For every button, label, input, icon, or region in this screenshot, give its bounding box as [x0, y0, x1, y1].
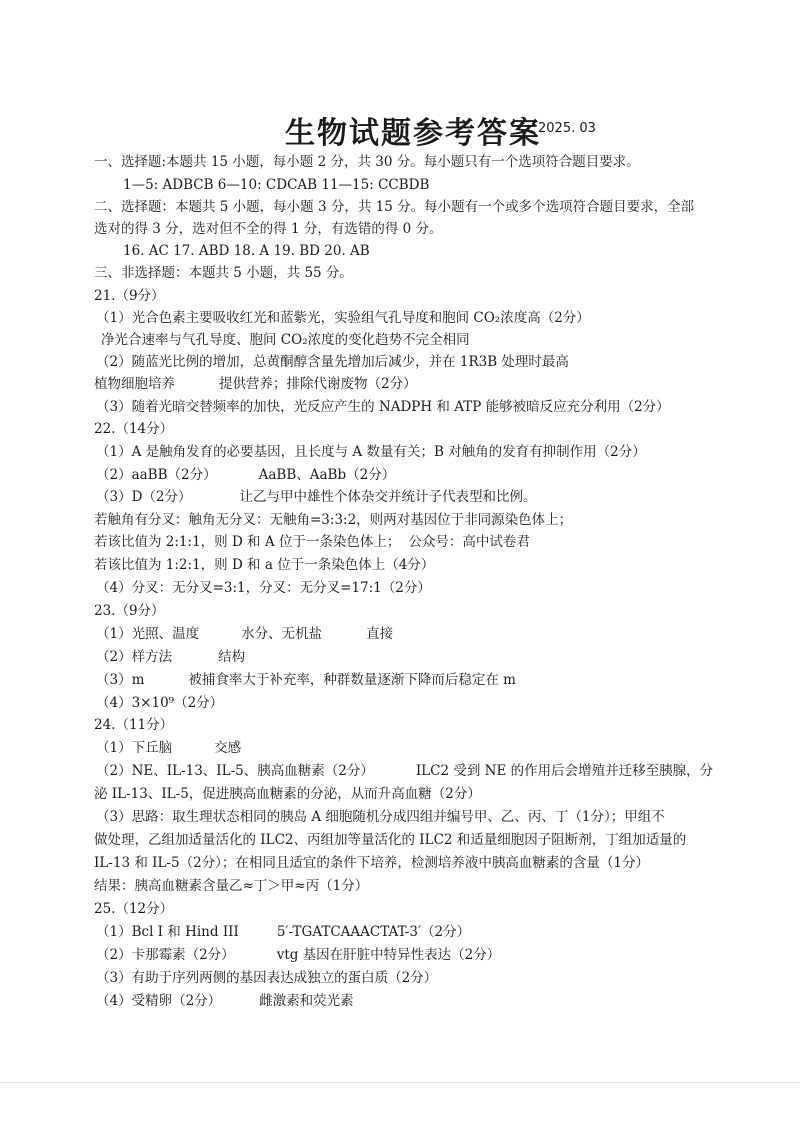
page-bottom-rule — [0, 1082, 800, 1083]
answer-text: ILC2 受到 NE 的作用后会增殖并迁移至胰腺，分 — [415, 763, 714, 779]
answer-line — [96, 578, 734, 599]
answer-text: 若该比值为 1:2:1，则 D 和 a 位于一条染色体上（4分） — [94, 557, 435, 573]
page-title: 生物试题参考答案 — [285, 116, 541, 151]
answer-line — [94, 419, 734, 440]
answer-line — [94, 510, 734, 531]
answer-text: 做处理，乙组加适量活化的 ILC2、丙组加等量活化的 ILC2 和适量细胞因子阻断剂，丁组加适量的 — [94, 832, 687, 848]
answer-text: 23.（9分） — [94, 603, 165, 619]
answer-text: vtg 基因在肝脏中特异性表达（2分） — [276, 947, 501, 963]
answer-text: 结构 — [218, 649, 246, 665]
answer-line — [123, 241, 734, 262]
answer-line — [96, 670, 734, 691]
answer-line — [94, 532, 734, 553]
answer-line — [94, 555, 734, 576]
answer-text: 一、选择题:本题共 15 小题，每小题 2 分，共 30 分。每小题只有一个选项符合题目要求。 — [94, 154, 640, 170]
answer-text: （2）aaBB（2分） — [96, 467, 217, 483]
answer-text: （3）有助于序列两侧的基因表达成独立的蛋白质（2分） — [96, 970, 438, 986]
answer-text: 若触角有分叉：触角无分叉：无触角=3:3:2，则两对基因位于非同源染色体上； — [94, 512, 573, 528]
answer-line — [96, 945, 734, 966]
answer-text: AaBB、AaBb（2分） — [258, 467, 396, 483]
answer-text: （3）D（2分） — [96, 489, 192, 505]
answer-line — [96, 442, 734, 463]
answer-text: 交感 — [214, 740, 242, 756]
answer-line — [96, 487, 734, 508]
title-row — [0, 108, 800, 152]
answer-line — [94, 830, 734, 851]
answer-line — [96, 968, 734, 989]
answer-text: （4）3×10⁹（2分） — [96, 695, 224, 711]
answer-text: 三、非选择题：本题共 5 小题，共 55 分。 — [94, 265, 353, 281]
answer-text: （1）A 是触角发育的必要基因，且长度与 A 数量有关；B 对触角的发育有抑制作用（2分） — [96, 444, 646, 460]
answer-text: 5′-TGATCAAACTAT-3′（2分） — [276, 924, 471, 940]
answer-line — [96, 807, 734, 828]
answer-text: 公众号：高中试卷君 — [408, 534, 530, 550]
answer-text: （4）受精卵（2分） — [96, 993, 222, 1009]
exam-date: 2025. 03 — [538, 121, 596, 136]
answer-text: 若该比值为 2:1:1，则 D 和 A 位于一条染色体上； — [94, 534, 401, 550]
answer-line — [94, 784, 734, 805]
answer-line — [94, 876, 734, 897]
answer-text: 被捕食率大于补充率，种群数量逐渐下降而后稳定在 m — [188, 672, 516, 688]
answer-line — [96, 922, 734, 943]
answer-text: （1）光照、温度 — [96, 626, 200, 642]
answer-text: 25.（12分） — [94, 901, 174, 917]
answer-line — [94, 263, 734, 284]
answer-text: （3）思路：取生理状态相同的胰岛 A 细胞随机分成四组并编号甲、乙、丙、丁（1分）；甲组不 — [96, 809, 665, 825]
answer-text: 21.（9分） — [94, 288, 165, 304]
answer-text: 雌激素和荧光素 — [259, 993, 354, 1009]
answer-text: （3）随着光暗交替频率的加快，光反应产生的 NADPH 和 ATP 能够被暗反应充分利用（2分） — [96, 399, 670, 415]
answer-text: 水分、无机盐 — [241, 626, 323, 642]
answer-line — [94, 715, 734, 736]
answer-line — [94, 601, 734, 622]
answer-line — [96, 308, 734, 329]
answer-text: 植物细胞培养 — [94, 376, 175, 392]
answer-text: 直接 — [366, 626, 394, 642]
answer-line — [94, 899, 734, 920]
answer-line — [94, 853, 734, 874]
answer-line — [96, 693, 734, 714]
answer-text: （1）Bcl I 和 Hind III — [96, 924, 239, 940]
answer-text: 净光合速率与气孔导度、胞间 CO₂浓度的变化趋势不完全相同 — [101, 332, 470, 348]
answer-text: 结果：胰高血糖素含量乙≈丁＞甲≈丙（1分） — [94, 878, 369, 894]
answer-text: 二、选择题：本题共 5 小题，每小题 3 分，共 15 分。每小题有一个或多个选项符合题目要求，全部 — [94, 199, 695, 215]
answer-line — [94, 286, 734, 307]
answer-line — [96, 738, 734, 759]
answer-line — [101, 330, 734, 351]
answer-text: （2）随蓝光比例的增加，总黄酮醇含量先增加后减少，并在 1R3B 处理时最高 — [96, 354, 569, 370]
answer-text: 24.（11分） — [94, 717, 174, 733]
answer-text: 22.（14分） — [94, 421, 174, 437]
answer-text: （2）样方法 — [96, 649, 173, 665]
answer-line — [96, 991, 734, 1012]
answer-text: （3）m — [96, 672, 145, 688]
answer-line — [96, 647, 734, 668]
answer-text: 让乙与甲中雄性个体杂交并统计子代表型和比例。 — [239, 489, 537, 505]
answer-text: 1—5: ADBCB 6—10: CDCAB 11—15: CCBDB — [123, 177, 430, 193]
answer-line — [94, 374, 734, 395]
answer-line — [94, 219, 734, 240]
answer-text: 16. AC 17. ABD 18. A 19. BD 20. AB — [123, 243, 370, 259]
answer-text: （4）分叉：无分叉=3:1，分叉：无分叉=17:1（2分） — [96, 580, 431, 596]
answer-line — [96, 352, 734, 373]
answer-text: 提供营养；排除代谢废物（2分） — [219, 376, 417, 392]
answer-line — [94, 152, 734, 173]
answer-text: （1）光合色素主要吸收红光和蓝紫光，实验组气孔导度和胞间 CO₂浓度高（2分） — [96, 310, 590, 326]
answer-text: （2）NE、IL-13、IL-5、胰高血糖素（2分） — [96, 763, 374, 779]
answer-line — [96, 465, 734, 486]
answer-line — [123, 175, 734, 196]
answer-text: 泌 IL-13、IL-5，促进胰高血糖素的分泌，从而升高血糖（2分） — [94, 786, 481, 802]
answer-text: （1）下丘脑 — [96, 740, 173, 756]
answer-text: 选对的得 3 分，选对但不全的得 1 分，有选错的得 0 分。 — [94, 221, 443, 237]
answer-text: （2）卡那霉素（2分） — [96, 947, 235, 963]
answer-text: IL-13 和 IL-5（2分）；在相同且适宜的条件下培养，检测培养液中胰高血糖素的含量（1分） — [94, 855, 649, 871]
answer-line — [94, 197, 734, 218]
answer-line — [96, 624, 734, 645]
answer-line — [96, 397, 734, 418]
answer-line — [96, 761, 734, 782]
